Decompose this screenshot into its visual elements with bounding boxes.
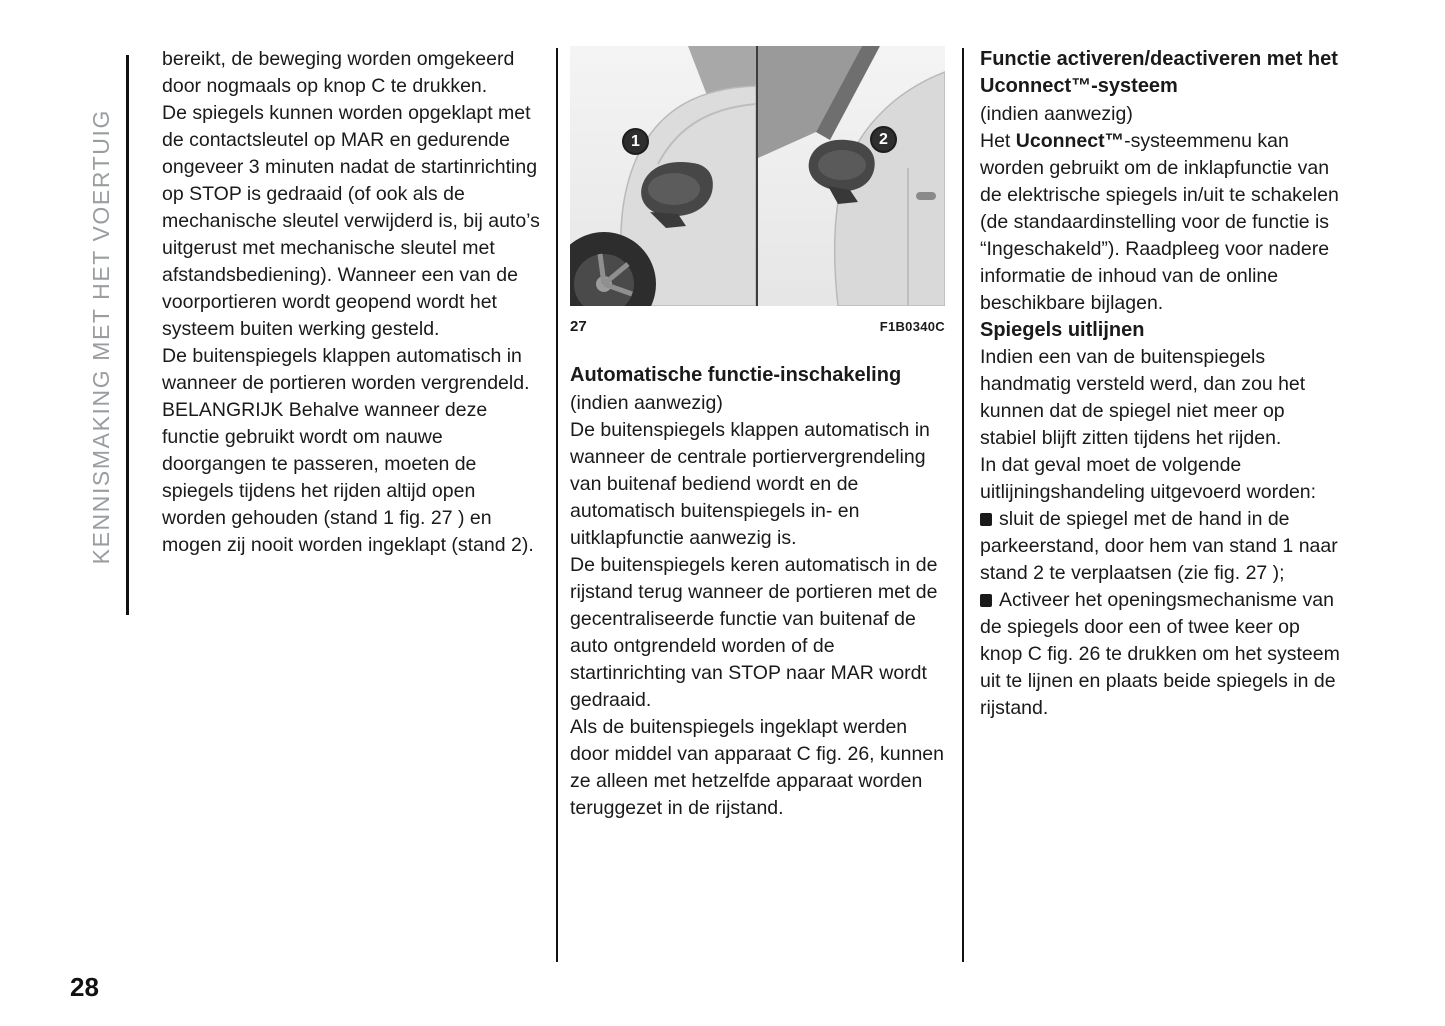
bullet-item — [980, 587, 1342, 722]
chapter-title-vertical: KENNISMAKING MET HET VOERTUIG — [87, 109, 114, 565]
figure-code: F1B0340C — [879, 319, 945, 334]
figure-27-mirror-illustration — [570, 46, 945, 306]
section-heading: Functie activeren/deactiveren met het Uconnect™-systeem — [980, 48, 1338, 97]
column-divider-left — [556, 48, 558, 962]
car-mirror-folded-illustration — [758, 46, 945, 306]
section-heading: Automatische functie-inschakeling — [570, 364, 902, 386]
paragraph: De spiegels kunnen worden opgeklapt met de contactsleutel op MAR en gedurende ongeveer 3 minuten nadat de startinrichting op STOP is gedraaid (of ook als de mechanische sleutel verwijderd is, bij auto’s uitgerust met mechanische sleutel met afstandsbediening). Wanneer een van de voorportieren wordt geopend wordt het systeem buiten werking gesteld. — [162, 102, 540, 340]
section-subheading: (indien aanwezig) — [980, 103, 1133, 125]
paragraph: Als de buitenspiegels ingeklapt werden door middel van apparaat C fig. 26, kunnen ze alleen met hetzelfde apparaat worden teruggezet in de rijstand. — [570, 716, 944, 819]
paragraph: In dat geval moet de volgende uitlijningshandeling uitgevoerd worden: — [980, 454, 1317, 503]
paragraph — [980, 128, 1342, 317]
square-bullet-icon — [980, 594, 992, 607]
column-3 — [980, 46, 1342, 722]
chapter-sidebar — [78, 52, 124, 622]
bullet-text: Activeer het openingsmechanisme van de spiegels door een of twee keer op knop C fig. 26 te drukken om het systeem uit te lijnen en plaats beide spiegels in de rijstand. — [980, 589, 1340, 719]
paragraph-text: Het — [980, 130, 1016, 152]
paragraph: bereikt, de beweging worden omgekeerd door nogmaals op knop C te drukken. — [162, 48, 515, 97]
bullet-text: sluit de spiegel met de hand in de parkeerstand, door hem van stand 1 naar stand 2 te verplaatsen (zie fig. 27 ); — [980, 508, 1338, 584]
column-1 — [162, 46, 542, 559]
paragraph: BELANGRIJK Behalve wanneer deze functie gebruikt wordt om nauwe doorgangen te passeren, moeten de spiegels tijdens het rijden altijd open worden gehouden (stand 1 fig. 27 ) en mogen zij nooit worden ingeklapt (stand 2). — [162, 399, 534, 556]
uconnect-bold-text: Uconnect™ — [1015, 130, 1125, 152]
section-heading: Spiegels uitlijnen — [980, 319, 1145, 341]
paragraph: De buitenspiegels klappen automatisch in wanneer de portieren worden vergrendeld. — [162, 345, 530, 394]
paragraph: De buitenspiegels klappen automatisch in wanneer de centrale portiervergrendeling van buitenaf bediend wordt en de automatisch buitenspiegels in- en uitklapfunctie aanwezig is. — [570, 419, 930, 549]
column-divider-right — [962, 48, 964, 962]
section-subheading: (indien aanwezig) — [570, 392, 723, 414]
callout-badge-1: 1 — [622, 128, 649, 155]
page-number: 28 — [70, 972, 99, 1002]
figure-caption — [570, 313, 945, 340]
figure-number: 27 — [570, 318, 587, 335]
paragraph-text: -systeemmenu kan worden gebruikt om de inklapfunctie van de elektrische spiegels in/uit te schakelen (de standaardinstelling voor de functie is “Ingeschakeld”). Raadpleeg voor nadere informatie de inhoud van de online beschikbare bijlagen. — [980, 130, 1339, 314]
column-2 — [570, 46, 948, 822]
callout-badge-2: 2 — [870, 126, 897, 153]
sidebar-rule — [126, 55, 129, 615]
paragraph: De buitenspiegels keren automatisch in de rijstand terug wanneer de portieren met de gecentraliseerde functie van buitenaf de auto ontgrendeld worden of de startinrichting van STOP naar MAR wordt gedraaid. — [570, 554, 938, 711]
paragraph: Indien een van de buitenspiegels handmatig versteld werd, dan zou het kunnen dat de spiegel niet meer op stabiel blijft zitten tijdens het rijden. — [980, 346, 1306, 449]
square-bullet-icon — [980, 513, 992, 526]
car-mirror-open-illustration — [570, 46, 756, 306]
bullet-item — [980, 506, 1342, 587]
